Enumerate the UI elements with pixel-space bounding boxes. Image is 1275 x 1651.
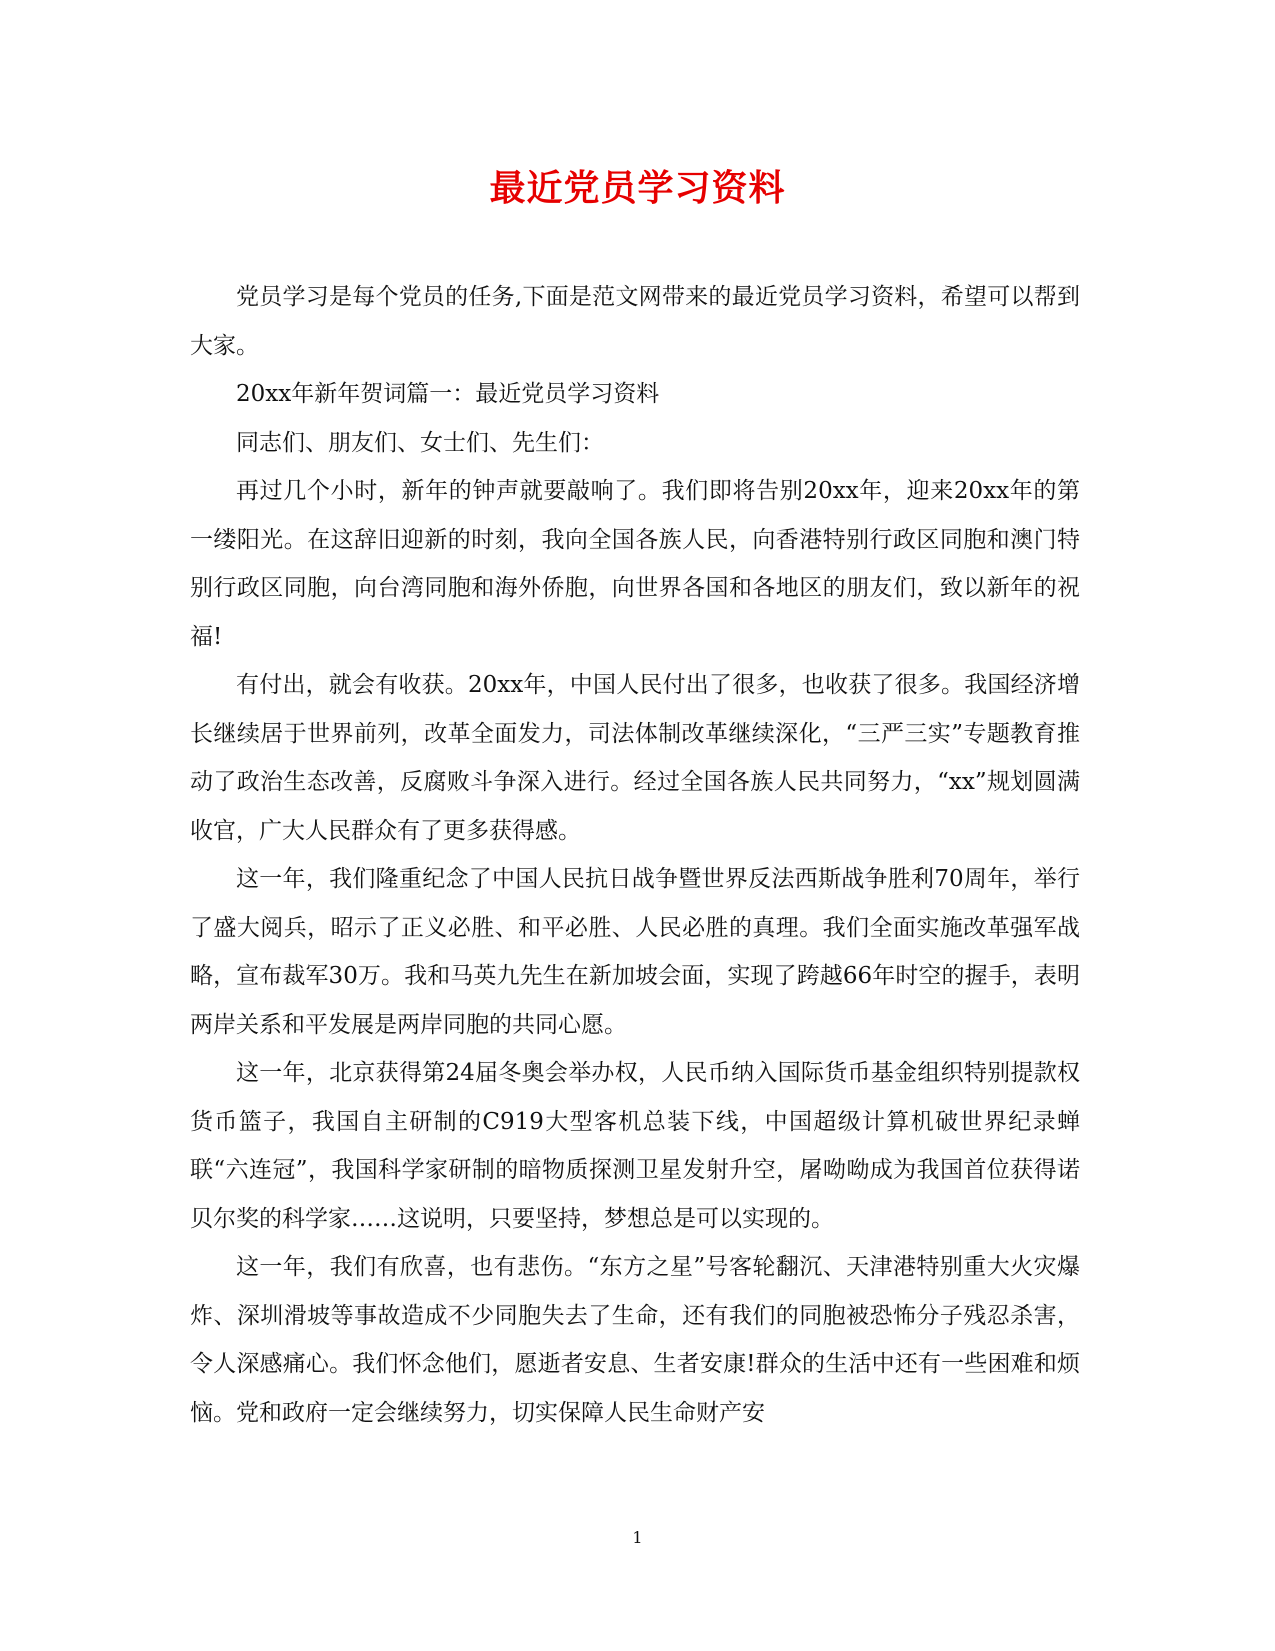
paragraph-intro: 党员学习是每个党员的任务,下面是范文网带来的最近党员学习资料，希望可以帮到大家。 <box>190 284 1080 359</box>
page-title: 最近党员学习资料 <box>489 167 786 209</box>
paragraph-milestones: 这一年，北京获得第24届冬奥会举办权，人民币纳入国际货币基金组织特别提款权货币篮子，我国自主研制的C919大型客机总装下线，中国超级计算机破世界纪录蝉联“六连冠”，我国科学家研制的暗物质探测卫星发射升空，屠呦呦成为我国首位获得诺贝尔奖的科学家……这说明，只要坚持，梦想总是可以实现的。 <box>190 1060 1080 1232</box>
document-body <box>190 273 1080 1437</box>
paragraph-salutation: 同志们、朋友们、女士们、先生们： <box>236 429 604 456</box>
paragraph-heading: 20xx年新年贺词篇一：最近党员学习资料 <box>236 381 660 407</box>
paragraph-sorrow: 这一年，我们有欣喜，也有悲伤。“东方之星”号客轮翻沉、天津港特别重大火灾爆炸、深圳滑坡等事故造成不少同胞失去了生命，还有我们的同胞被恐怖分子残忍杀害，令人深感痛心。我们怀念他们，愿逝者安息、生者安康!群众的生活中还有一些困难和烦恼。党和政府一定会继续努力，切实保障人民生命财产安 <box>190 1254 1080 1426</box>
paragraph-new-year: 再过几个小时，新年的钟声就要敲响了。我们即将告别20xx年，迎来20xx年的第一缕阳光。在这辞旧迎新的时刻，我向全国各族人民，向香港特别行政区同胞和澳门特别行政区同胞，向台湾同胞和海外侨胞，向世界各国和各地区的朋友们，致以新年的祝福! <box>190 478 1080 650</box>
paragraph-achievements: 有付出，就会有收获。20xx年，中国人民付出了很多，也收获了很多。我国经济增长继续居于世界前列，改革全面发力，司法体制改革继续深化，“三严三实”专题教育推动了政治生态改善，反腐败斗争深入进行。经过全国各族人民共同努力，“xx”规划圆满收官，广大人民群众有了更多获得感。 <box>190 672 1080 844</box>
paragraph-commemoration: 这一年，我们隆重纪念了中国人民抗日战争暨世界反法西斯战争胜利70周年，举行了盛大阅兵，昭示了正义必胜、和平必胜、人民必胜的真理。我们全面实施改革强军战略，宣布裁军30万。我和马英九先生在新加坡会面，实现了跨越66年时空的握手，表明两岸关系和平发展是两岸同胞的共同心愿。 <box>190 866 1080 1038</box>
page-number: 1 <box>632 1528 643 1547</box>
